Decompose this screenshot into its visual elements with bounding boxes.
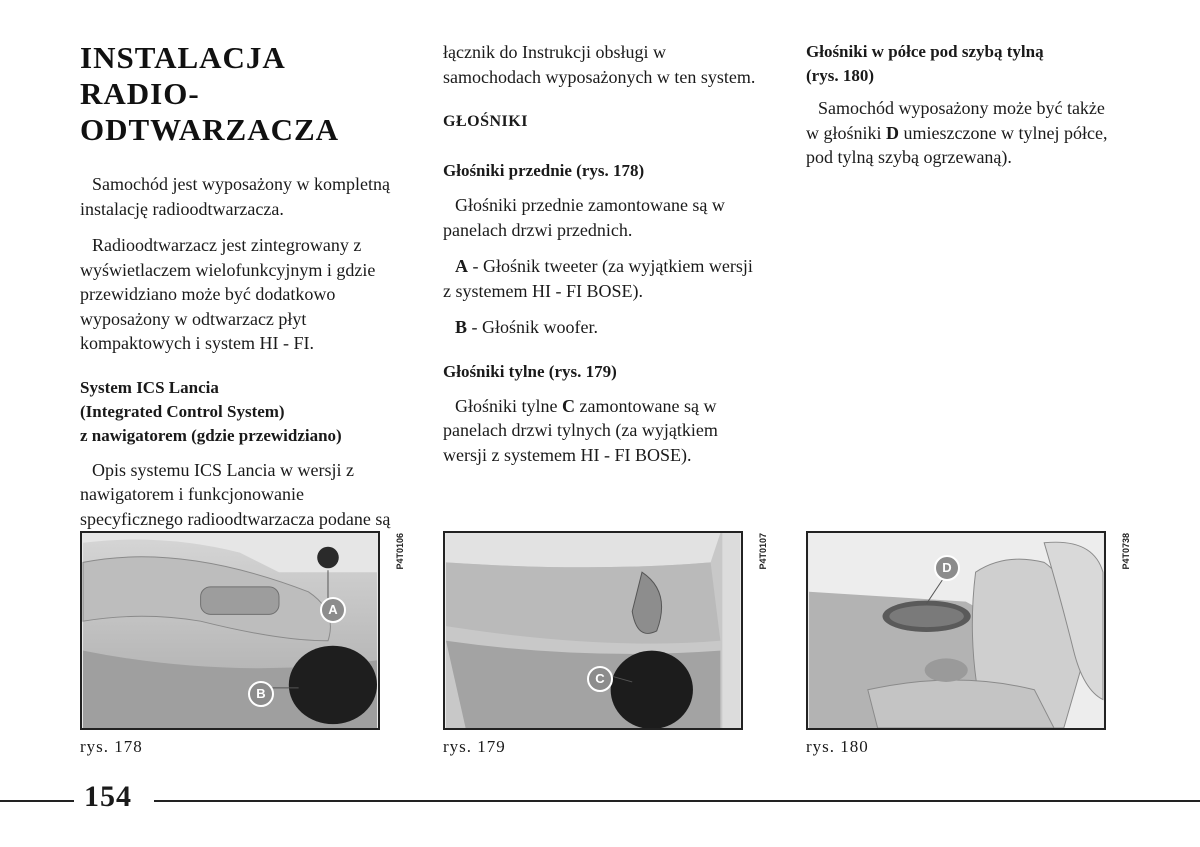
rear-text-2: zamontowane są w panelach drzwi tylnych (za wyjątkiem wersji z systemem HI - FI BOSE). <box>443 395 718 465</box>
subheading-ics-line-2: (Integrated Control System) <box>80 401 285 421</box>
front-door-illustration <box>82 533 378 728</box>
paragraph-front-speakers: Głośniki przednie zamontowane są w panelach drzwi przednich. <box>443 195 725 240</box>
shelf-text-2: umieszczone w tylnej półce, pod tylną szybą ogrzewaną). <box>806 122 1108 167</box>
paragraph-continuation: łącznik do Instrukcji obsługi w samochodach wyposażonych w ten system. <box>443 42 756 87</box>
heading-speakers: GŁOŚNIKI <box>443 113 528 130</box>
caption-179: rys. 179 <box>443 737 506 756</box>
figure-code-179: P4T0107 <box>758 533 768 570</box>
key-d: D <box>886 122 900 143</box>
label-c-marker: C <box>587 666 613 692</box>
key-b: B <box>455 317 468 337</box>
key-a: A <box>455 256 468 276</box>
figure-code-178: P4T0106 <box>395 533 405 570</box>
paragraph-radio-integrated: Radioodtwarzacz jest zintegrowany z wyświetlaczem wielofunkcyjnym i gdzie przewidziano może być dodatkowo wyposażony w odtwarzacz płyt kompaktowych i system HI - FI. <box>80 235 376 353</box>
subheading-ics-line-1: System ICS Lancia <box>80 377 219 397</box>
rear-door-illustration <box>445 533 741 728</box>
column-2 <box>443 40 759 479</box>
subheading-shelf-line-2: (rys. 180) <box>806 66 874 85</box>
figure-180-rear-shelf <box>806 531 1106 730</box>
figure-code-180: P4T0738 <box>1121 533 1131 570</box>
column-3 <box>806 40 1122 182</box>
shelf-text-1: Samochód wyposażony może być także w głośniki <box>806 98 1105 143</box>
paragraph-shelf-speakers <box>806 96 1122 170</box>
subheading-front-speakers: Głośniki przednie (rys. 178) <box>443 161 645 180</box>
column-1 <box>80 40 400 568</box>
paragraph-ics-description: Opis systemu ICS Lancia w wersji z nawigatorem i funkcjonowanie specyficznego radioodtwarzacza podane są <box>80 459 391 529</box>
paragraph-installation: Samochód jest wyposażony w kompletną instalację radioodtwarzacza. <box>80 174 390 219</box>
subheading-shelf-line-1: Głośniki w półce pod szybą tylną <box>806 42 1044 61</box>
subheading-ics-line-3: z nawigatorem (gdzie przewidziano) <box>80 425 342 445</box>
section-title-line-2: ODTWARZACZA <box>80 112 340 147</box>
footer-rule-right <box>154 800 1200 802</box>
footer-rule-left <box>0 800 74 802</box>
label-d-marker: D <box>934 555 960 581</box>
figure-178-front-door <box>80 531 380 730</box>
caption-180: rys. 180 <box>806 737 869 756</box>
paragraph-rear-speakers <box>443 394 759 468</box>
item-a-text: - Głośnik tweeter (za wyjątkiem wersji z systemem HI - FI BOSE). <box>443 256 753 301</box>
section-title <box>80 40 400 148</box>
label-a-marker: A <box>320 597 346 623</box>
subheading-ics <box>80 376 400 448</box>
key-c: C <box>562 395 575 416</box>
item-b-text: - Głośnik woofer. <box>467 317 598 337</box>
item-a <box>443 254 759 303</box>
label-b-marker: B <box>248 681 274 707</box>
item-b <box>443 315 759 340</box>
rear-text-1: Głośniki tylne <box>455 395 562 416</box>
subheading-shelf-speakers <box>806 40 1122 88</box>
page-number: 154 <box>84 780 132 813</box>
figure-179-rear-door <box>443 531 743 730</box>
subheading-rear-speakers: Głośniki tylne (rys. 179) <box>443 361 617 381</box>
section-title-line-1: INSTALACJA RADIO- <box>80 40 285 111</box>
caption-178: rys. 178 <box>80 737 143 756</box>
